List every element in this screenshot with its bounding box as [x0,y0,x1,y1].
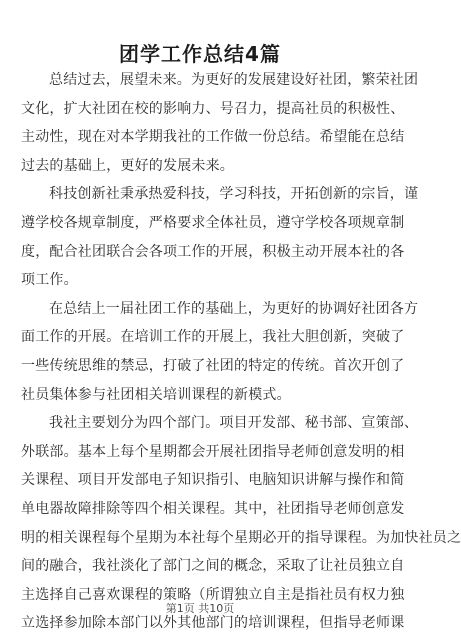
body-line-text: 总结过去，展望未来。为更好的发展建设好社团，繁荣社团 [49,72,419,88]
body-line [21,438,405,467]
body-line [21,552,405,581]
body-line-text: 关课程、项目开发部电子知识指引、电脑知识讲解与操作和简 [21,472,405,489]
body-line [21,66,419,95]
body-line [21,152,377,181]
body-line-text: 在总结上一届社团工作的基础上，为更好的协调好社团各方 [49,300,419,317]
body-line [21,238,405,267]
body-line-text: 遵学校各规章制度，严格要求全体社员，遵守学校各项规章制 [21,214,405,231]
body-line-text: 主动性，现在对本学期我社的工作做一份总结。希望能在总结 [21,129,405,146]
body-line-text: 单电器故障排除等四个相关课程。其中，社团指导老师创意发 [21,500,405,517]
body-line-text: 为加快社员之 [376,529,461,546]
body-line-text: 一些传统思维的禁忌，打破了社团的特定的传统。首次开创了 [21,357,405,374]
body-line [21,381,377,410]
body-line [21,180,419,209]
body-line [21,323,405,352]
body-line-text: 面工作的开展。在培训工作的开展上，我社大胆创新，突破了 [21,329,405,346]
body-line-text: 科技创新社秉承热爱科技，学习科技，开拓创新的宗旨，谨 [49,186,419,203]
body-line-text: 过去的基础上，更好的发展未来。 [21,157,234,174]
body-line [21,409,419,438]
body-line [21,95,405,124]
body-line [21,295,419,324]
document-title: 团学工作总结4篇 [119,42,281,66]
body-line-text: 明的相关课程每个星期为本社每个星期必开的指导课程。 [21,529,376,546]
body-line-text: 间的融合，我社淡化了部门之间的概念，采取了让社员独立自 [21,558,405,575]
body-line [21,266,377,295]
body-line [21,495,405,524]
body-line-text: 主选择自己喜欢课程的策略（所谓独立自主是指社员有权力独 [21,586,405,603]
document-body [21,66,461,638]
body-line-text: 项工作。 [21,272,78,289]
page-footer: 第1页 共10页 [165,602,235,615]
body-line-text: 度，配合社团联合会各项工作的开展，积极主动开展本社的各 [21,243,405,260]
body-line [21,466,405,495]
body-line-text: 外联部。基本上每个星期都会开展社团指导老师创意发明的相 [21,443,405,460]
body-line [21,209,405,238]
body-line [21,123,405,152]
body-line-text: 社员集体参与社团相关培训课程的新模式。 [21,386,291,403]
body-line-text: 文化，扩大社团在校的影响力、号召力，提高社员的积极性、 [21,100,405,117]
body-line-text: 立选择参加除本部门以外其他部门的培训课程，但指导老师课 [21,615,405,632]
body-line-text: 我社主要划分为四个部门。项目开发部、秘书部、宣策部、 [49,415,419,432]
body-line [21,352,405,381]
body-line [21,524,461,553]
